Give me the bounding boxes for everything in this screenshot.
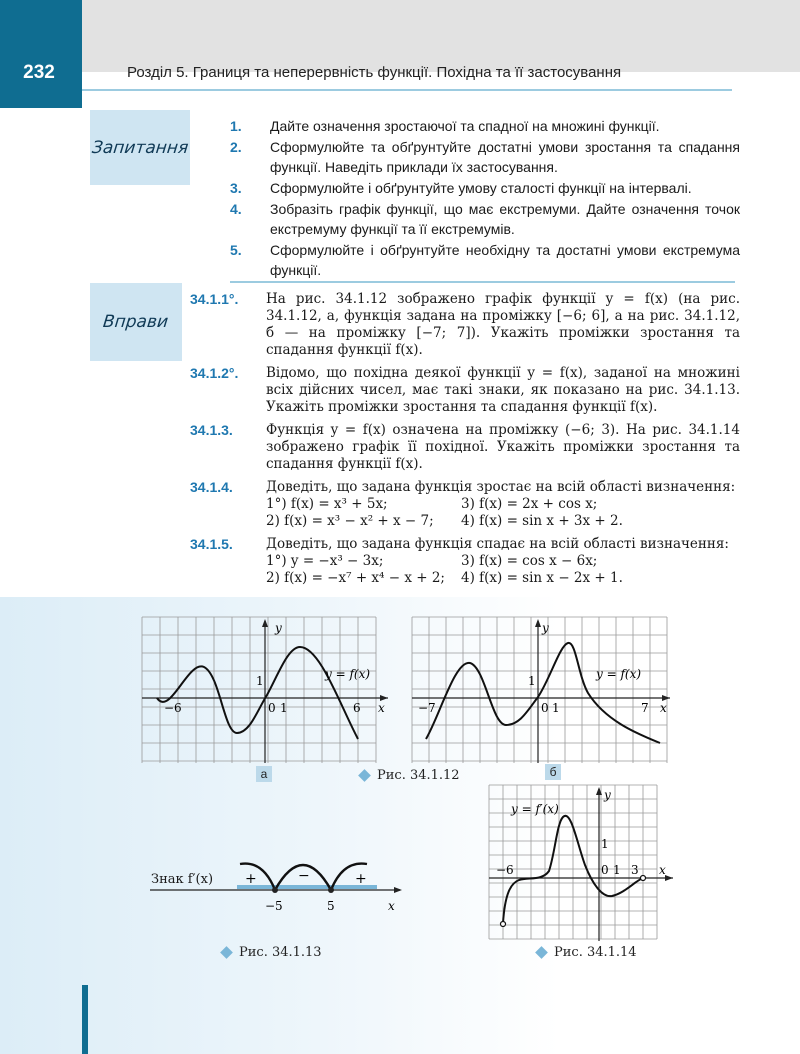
tick-one-x: 1 bbox=[552, 701, 560, 715]
running-title: Розділ 5. Границя та неперервність функції. Похідна та її застосування bbox=[127, 64, 622, 81]
exercises-label: Вправи bbox=[90, 283, 182, 361]
page-edge-bar bbox=[82, 985, 88, 1054]
sign-plus-left: + bbox=[245, 871, 257, 887]
tick-one-x: 1 bbox=[280, 701, 288, 715]
exercise-part: 3) f(x) = 2x + cos x; bbox=[461, 496, 598, 512]
exercise-item: 34.1.2°. Відомо, що похідна деякої функції y = f(x), заданої на множині всіх дійсних чисел, має такі знаки, як показано на рис. 34.1.13. Укажіть проміжки зростання та спадання функції f(x). bbox=[190, 365, 740, 415]
x-label: x bbox=[660, 701, 667, 715]
questions-list bbox=[230, 116, 740, 281]
exercise-item: 34.1.5. Доведіть, що задана функція спадає на всій області визначення: 1°) y = −x³ − 3x; 3) f(x) = cos x − 6x; 2) f(x) = −x⁷ + x⁴ − x + 2; 4) f(x) = sin x − 2x + 1. bbox=[190, 536, 740, 587]
tick-right: 3 bbox=[631, 863, 639, 877]
func-label: y = f′(x) bbox=[511, 802, 559, 816]
point-label-minus-five: −5 bbox=[265, 899, 283, 913]
exercise-item: 34.1.3. Функція y = f(x) означена на проміжку (−6; 3). На рис. 34.1.14 зображено графік її похідної. Укажіть проміжки зростання та спадання функції f(x). bbox=[190, 422, 740, 472]
diamond-icon bbox=[535, 946, 548, 959]
open-endpoint-left bbox=[501, 922, 506, 927]
sign-minus: − bbox=[298, 868, 310, 884]
tick-right: 6 bbox=[353, 701, 361, 715]
point-minus-five bbox=[272, 887, 278, 893]
tick-one-y: 1 bbox=[601, 837, 609, 851]
sublabel-b: б bbox=[545, 764, 561, 780]
open-endpoint-right bbox=[641, 876, 646, 881]
func-label: y = f(x) bbox=[596, 667, 642, 681]
func-label: y = f(x) bbox=[325, 667, 371, 681]
tick-one-y: 1 bbox=[256, 674, 264, 688]
caption-fig13: Рис. 34.1.13 bbox=[222, 945, 322, 960]
tick-one-x: 1 bbox=[613, 863, 621, 877]
point-label-five: 5 bbox=[327, 899, 335, 913]
exercise-item: 34.1.4. Доведіть, що задана функція зростає на всій області визначення: 1°) f(x) = x³ + 5x; 3) f(x) = 2x + cos x; 2) f(x) = x³ − x² + x − 7; 4) f(x) = sin x + 3x + 2. bbox=[190, 479, 740, 530]
section-divider bbox=[230, 281, 735, 283]
header-rule bbox=[82, 89, 732, 91]
tick-left: −6 bbox=[164, 701, 182, 715]
diamond-icon bbox=[220, 946, 233, 959]
exercise-part: 3) f(x) = cos x − 6x; bbox=[461, 553, 598, 569]
tick-left: −7 bbox=[418, 701, 436, 715]
diamond-icon bbox=[358, 769, 371, 782]
sign-label: Знак f′(x) bbox=[151, 872, 214, 887]
graph-a bbox=[140, 615, 392, 765]
grid bbox=[412, 617, 667, 763]
tick-right: 7 bbox=[641, 701, 649, 715]
tick-origin: 0 bbox=[541, 701, 549, 715]
y-label: y bbox=[275, 621, 282, 635]
graph-b bbox=[410, 615, 672, 765]
header-band bbox=[82, 0, 800, 72]
y-label: y bbox=[542, 621, 549, 635]
caption-fig14: Рис. 34.1.14 bbox=[537, 945, 637, 960]
exercise-part: 4) f(x) = sin x − 2x + 1. bbox=[461, 570, 623, 586]
exercise-part: 4) f(x) = sin x + 3x + 2. bbox=[461, 513, 623, 529]
tick-one-y: 1 bbox=[528, 674, 536, 688]
exercises-list bbox=[190, 291, 740, 593]
x-label: x bbox=[659, 863, 666, 877]
y-label: y bbox=[604, 788, 611, 802]
tick-origin: 0 bbox=[268, 701, 276, 715]
figures-background bbox=[0, 597, 800, 1054]
derivative-graph bbox=[487, 783, 677, 943]
point-five bbox=[328, 887, 334, 893]
list-item: 1. Дайте означення зростаючої та спадної на множині функції. bbox=[230, 118, 660, 134]
x-label: x bbox=[388, 899, 395, 913]
exercise-item: 34.1.1°. На рис. 34.1.12 зображено графік функції y = f(x) (на рис. 34.1.12, а, функція задана на проміжку [−6; 6], а на рис. 34.1.12, б — на проміжку [−7; 7]). Укажіть проміжки зростання та спадання функції f(x). bbox=[190, 291, 740, 358]
function-curve bbox=[426, 643, 660, 743]
page-number-tab bbox=[0, 0, 82, 108]
exercise-part: 2) f(x) = −x⁷ + x⁴ − x + 2; bbox=[266, 570, 445, 586]
tick-left: −6 bbox=[496, 863, 514, 877]
questions-label: Запитання bbox=[90, 110, 190, 185]
caption-fig12: Рис. 34.1.12 bbox=[360, 768, 460, 783]
list-item: 3. Сформулюйте і обґрунтуйте умову сталості функції на інтервалі. bbox=[230, 180, 692, 196]
list-item: 2. Сформулюйте та обґрунтуйте достатні умови зростання та спадання функції. Наведіть приклади їх застосування. bbox=[230, 139, 740, 175]
x-label: x bbox=[378, 701, 385, 715]
tick-origin: 0 bbox=[601, 863, 609, 877]
exercise-part: 1°) f(x) = x³ + 5x; bbox=[266, 496, 388, 512]
page-number: 232 bbox=[23, 62, 55, 83]
sign-plus-right: + bbox=[355, 871, 367, 887]
exercise-part: 2) f(x) = x³ − x² + x − 7; bbox=[266, 513, 434, 529]
list-item: 5. Сформулюйте і обґрунтуйте необхідну та достатні умови екстремума функції. bbox=[230, 242, 740, 278]
exercise-part: 1°) y = −x³ − 3x; bbox=[266, 553, 384, 569]
list-item: 4. Зобразіть графік функції, що має екстремуми. Дайте означення точок екстремуму функції та її екстремумів. bbox=[230, 201, 740, 237]
sublabel-a: а bbox=[256, 766, 272, 782]
